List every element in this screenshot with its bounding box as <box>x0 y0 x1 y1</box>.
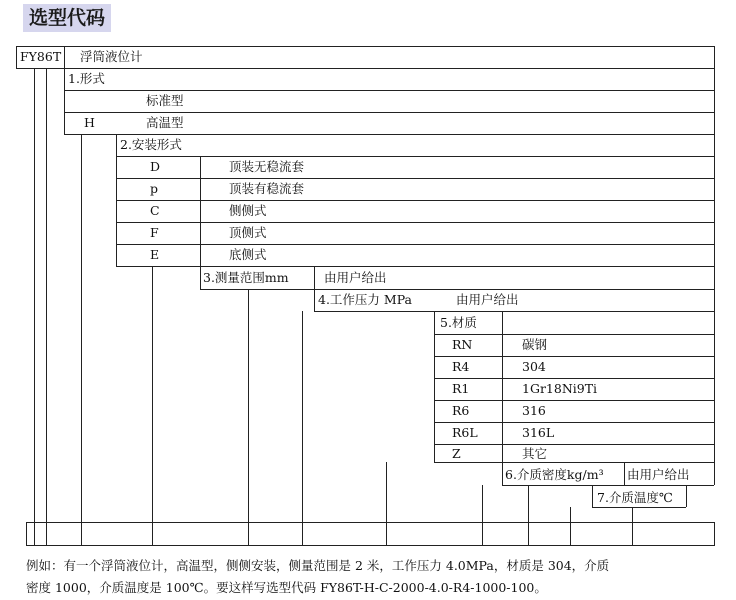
range-label: 3.测量范围mm <box>203 270 289 285</box>
form-desc: 标准型 <box>146 93 184 108</box>
form-desc: 高温型 <box>146 115 184 130</box>
example-text-line2: 密度 1000，介质温度是 100℃。要这样写选型代码 FY86T-H-C-2000-4.0-R4-1000-100。 <box>26 580 547 595</box>
material-desc: 316L <box>522 425 555 440</box>
mounting-code: p <box>150 181 159 196</box>
mounting-label: 2.安装形式 <box>120 137 182 152</box>
page-title: 选型代码 <box>23 4 111 32</box>
mounting-desc: 侧侧式 <box>229 203 267 218</box>
mounting-desc: 顶装有稳流套 <box>229 181 305 196</box>
material-desc: 其它 <box>522 446 548 461</box>
density-value: 由用户给出 <box>627 467 690 482</box>
model-code: FY86T <box>20 49 62 64</box>
material-code: R6 <box>452 403 470 418</box>
density-label: 6.介质密度kg/m³ <box>505 467 604 482</box>
mounting-desc: 顶侧式 <box>229 225 267 240</box>
material-code: RN <box>452 337 473 352</box>
mounting-code: D <box>150 159 161 174</box>
model-name: 浮筒液位计 <box>80 49 143 64</box>
mounting-desc: 顶装无稳流套 <box>229 159 305 174</box>
material-code: R1 <box>452 381 470 396</box>
mounting-desc: 底侧式 <box>229 247 267 262</box>
mounting-code: F <box>150 225 159 240</box>
material-desc: 316 <box>522 403 546 418</box>
mounting-code: C <box>150 203 160 218</box>
material-desc: 碳钢 <box>522 337 548 352</box>
example-text-line1: 例如：有一个浮筒液位计，高温型，侧侧安装，侧量范围是 2 米，工作压力 4.0MPa，材质是 304，介质 <box>26 558 610 573</box>
form-label: 1.形式 <box>68 71 105 86</box>
material-code: R4 <box>452 359 470 374</box>
material-desc: 1Gr18Ni9Ti <box>522 381 598 396</box>
range-value: 由用户给出 <box>324 270 387 285</box>
material-code: Z <box>452 446 461 461</box>
material-code: R6L <box>452 425 478 440</box>
pressure-label: 4.工作压力 MPa <box>318 292 413 307</box>
form-code: H <box>84 115 95 130</box>
material-label: 5.材质 <box>440 315 477 330</box>
temperature-label: 7.介质温度℃ <box>597 490 673 505</box>
pressure-value: 由用户给出 <box>456 292 519 307</box>
mounting-code: E <box>150 247 160 262</box>
material-desc: 304 <box>522 359 546 374</box>
